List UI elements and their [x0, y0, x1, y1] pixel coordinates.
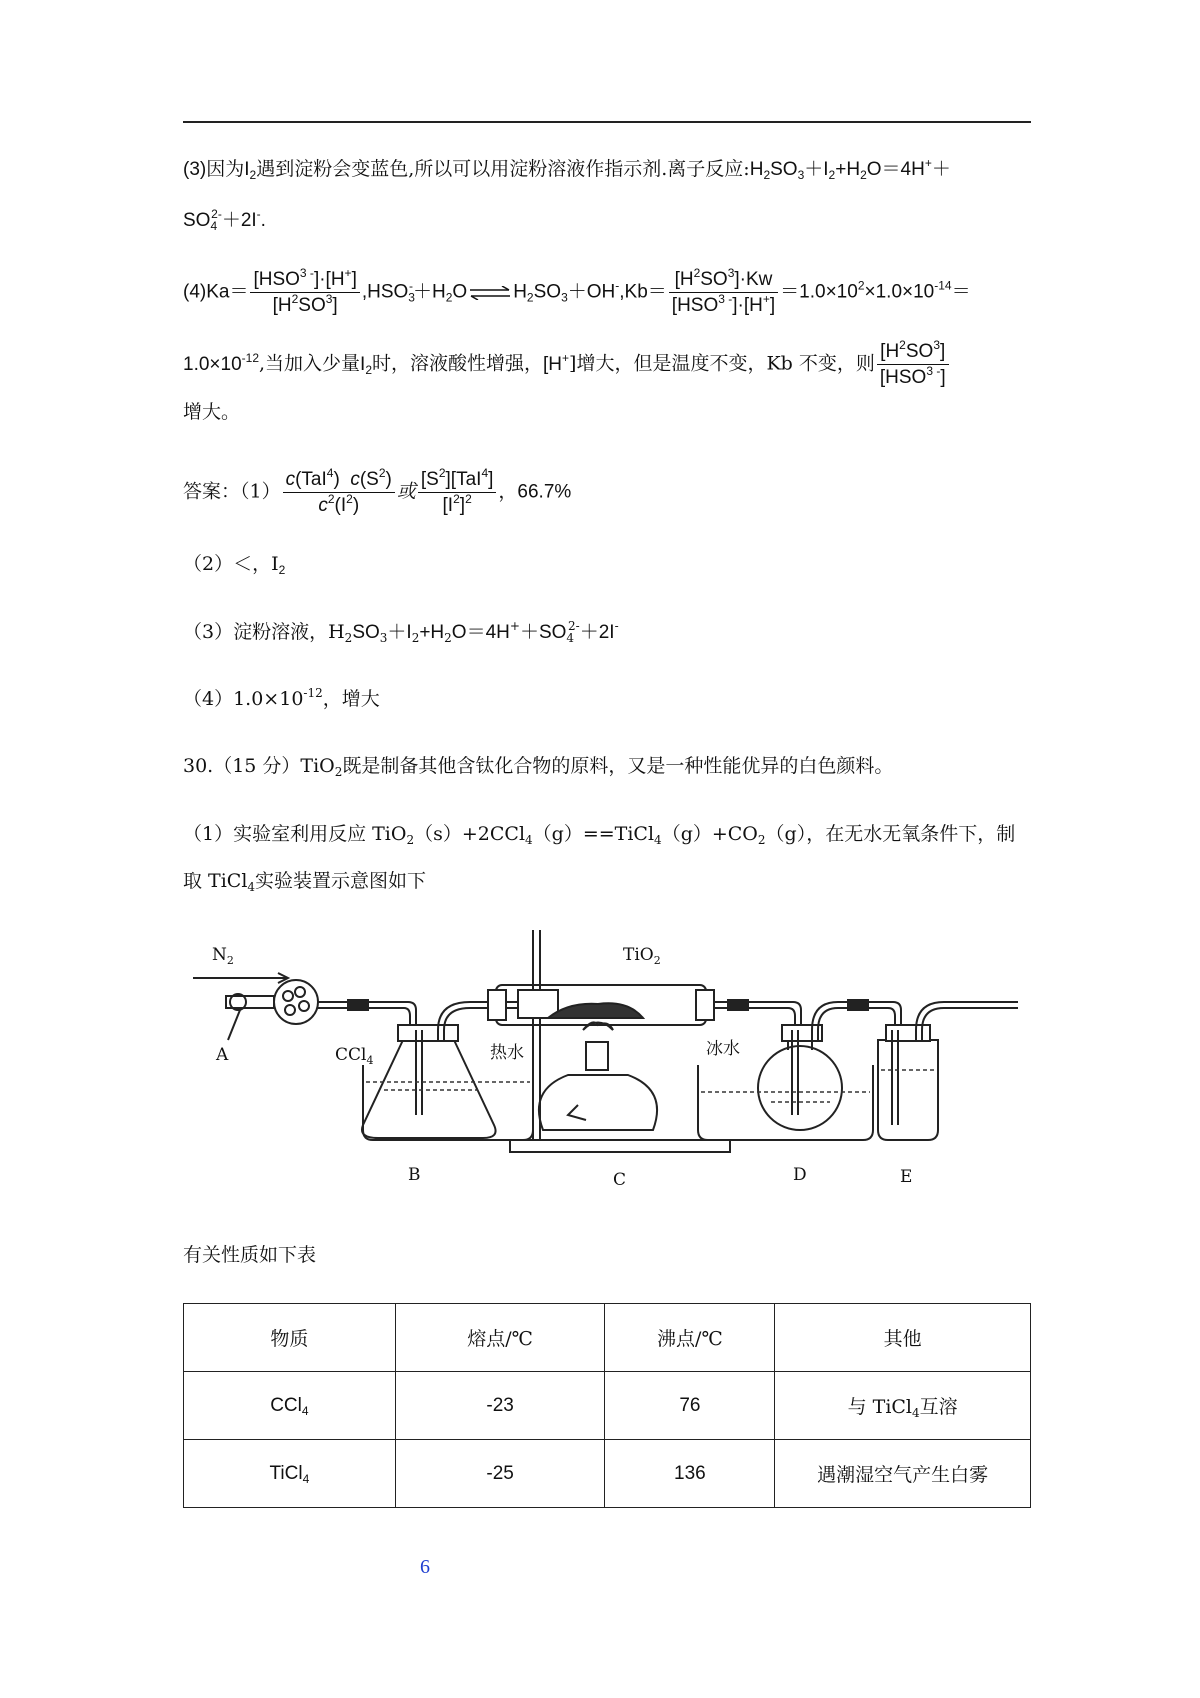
cell-mp: -25: [395, 1440, 605, 1508]
q29-part4-line3: 增大。: [183, 401, 241, 423]
header-boiling-point: 沸点/℃: [605, 1304, 775, 1372]
cell-bp: 76: [605, 1372, 775, 1440]
cell-name: CCl$_4$: [184, 1372, 396, 1440]
drying-tube-icon: [274, 980, 318, 1024]
q30-part1-line2: 取 TiCl$_4$实验装置示意图如下: [183, 870, 427, 894]
round-flask-icon: [758, 1046, 842, 1130]
label-hot-water: 热水: [490, 1043, 524, 1063]
table-row: [184, 1440, 1031, 1508]
q30-heading: 30.（15 分）TiO$_2$既是制备其他含钛化合物的原料，又是一种性能优异的白色颜料。: [183, 755, 894, 779]
answer-part4: $(4)1.0\times 10^{-12}$，增大: [183, 686, 380, 710]
answer-part2: （2）＜，$I_2$: [183, 553, 286, 577]
header-melting-point: 熔点/℃: [395, 1304, 605, 1372]
label-tio2: TiO$_2$: [623, 945, 661, 967]
answer-part1: 答案：（1） $\frac{c(TaI^4) c(S^2)}{c^2(I^2)}$ 或 $\frac{[S^2][TaI^4]}{[I^2]^2}$ ，66.7%: [183, 466, 572, 516]
page-number: 6: [420, 1556, 430, 1578]
stopper-d-icon: [782, 1025, 822, 1041]
ka-fraction: $\frac{[HSO^{3 -}]\cdot[H^+]}{[H^2SO^3]}$: [250, 270, 359, 315]
kb-fraction: $\frac{[H^2SO^3]\cdot Kw}{[HSO^{3 -}]\cdot[H^+]}$: [669, 270, 778, 315]
cell-mp: -23: [395, 1372, 605, 1440]
answer-fraction-2: $\frac{[S^2][TaI^4]}{[I^2]^2}$: [418, 470, 497, 515]
label-ccl4: CCl$_4$: [335, 1045, 374, 1067]
equilibrium-arrow-icon: [469, 286, 511, 300]
table-header-row: [184, 1304, 1031, 1372]
label-c: C: [613, 1170, 627, 1190]
cell-name: TiCl$_4$: [184, 1440, 396, 1508]
label-d: D: [793, 1165, 807, 1185]
answer-part3: （3）淀粉溶液，$H_2SO_3+I_2+H_2O=4H^++SO_4^{2-}+2I^-$: [183, 619, 619, 645]
header-other: 其他: [775, 1304, 1031, 1372]
label-b: B: [408, 1165, 421, 1185]
label-a: A: [216, 1045, 229, 1065]
apparatus-diagram: [188, 930, 1018, 1200]
q29-part4-line1: (4)Ka＝ $\frac{[HSO^{3 -}]\cdot[H^+]}{[H^2SO^3]}$ $,HSO_3^-+H_2O$ $H_2SO_3+OH^-,Kb=$ $\frac{[H^2SO^3]\cdot Kw}{[HSO^{3 -}]\cdot[H^+]}$ $=1.0\times 10^2\times 1.0\times 10^{-14}=$: [183, 266, 971, 316]
table-row: [184, 1372, 1031, 1440]
cell-bp: 136: [605, 1440, 775, 1508]
q29-part3-line1: (3)因为$I_2$遇到淀粉会变蓝色,所以可以用淀粉溶液作指示剂.离子反应$:H_2SO_3+I_2+H_2O=4H^++$: [183, 156, 951, 182]
q30-part1-line1: （1）实验室利用反应 $TiO_2(s)+2CCl_4(g)==TiCl_4(g)+CO_2(g)$，在无水无氧条件下，制: [183, 823, 1016, 847]
label-ice-water: 冰水: [706, 1039, 740, 1059]
q29-part3-line2: $SO_4^{2-}+2I^-$.: [183, 207, 266, 233]
header-substance: 物质: [184, 1304, 396, 1372]
properties-table: [183, 1303, 1031, 1508]
label-e: E: [900, 1167, 913, 1187]
clamp-icon: [518, 990, 558, 1018]
answer-fraction-1: $\frac{c(TaI^4) c(S^2)}{c^2(I^2)}$: [283, 470, 395, 515]
table-caption: 有关性质如下表: [183, 1244, 317, 1266]
cell-other: 与 TiCl$_4$互溶: [775, 1372, 1031, 1440]
ratio-fraction: $\frac{[H^2SO^3]}{[HSO^{3 -}]}$: [877, 342, 949, 387]
stopper-b-icon: [398, 1025, 458, 1041]
header-rule: [183, 121, 1031, 123]
cell-other: 遇潮湿空气产生白雾: [775, 1440, 1031, 1508]
label-n2: $N_2$: [212, 945, 234, 967]
q29-part4-line2: $1.0\times 10^{-12}$,当加入少量$I_2$时，溶液酸性增强，[H+]增大，但是温度不变，Kb 不变，则 $\frac{[H^2SO^3]}{[HSO^{3 -}]}$: [183, 342, 951, 387]
